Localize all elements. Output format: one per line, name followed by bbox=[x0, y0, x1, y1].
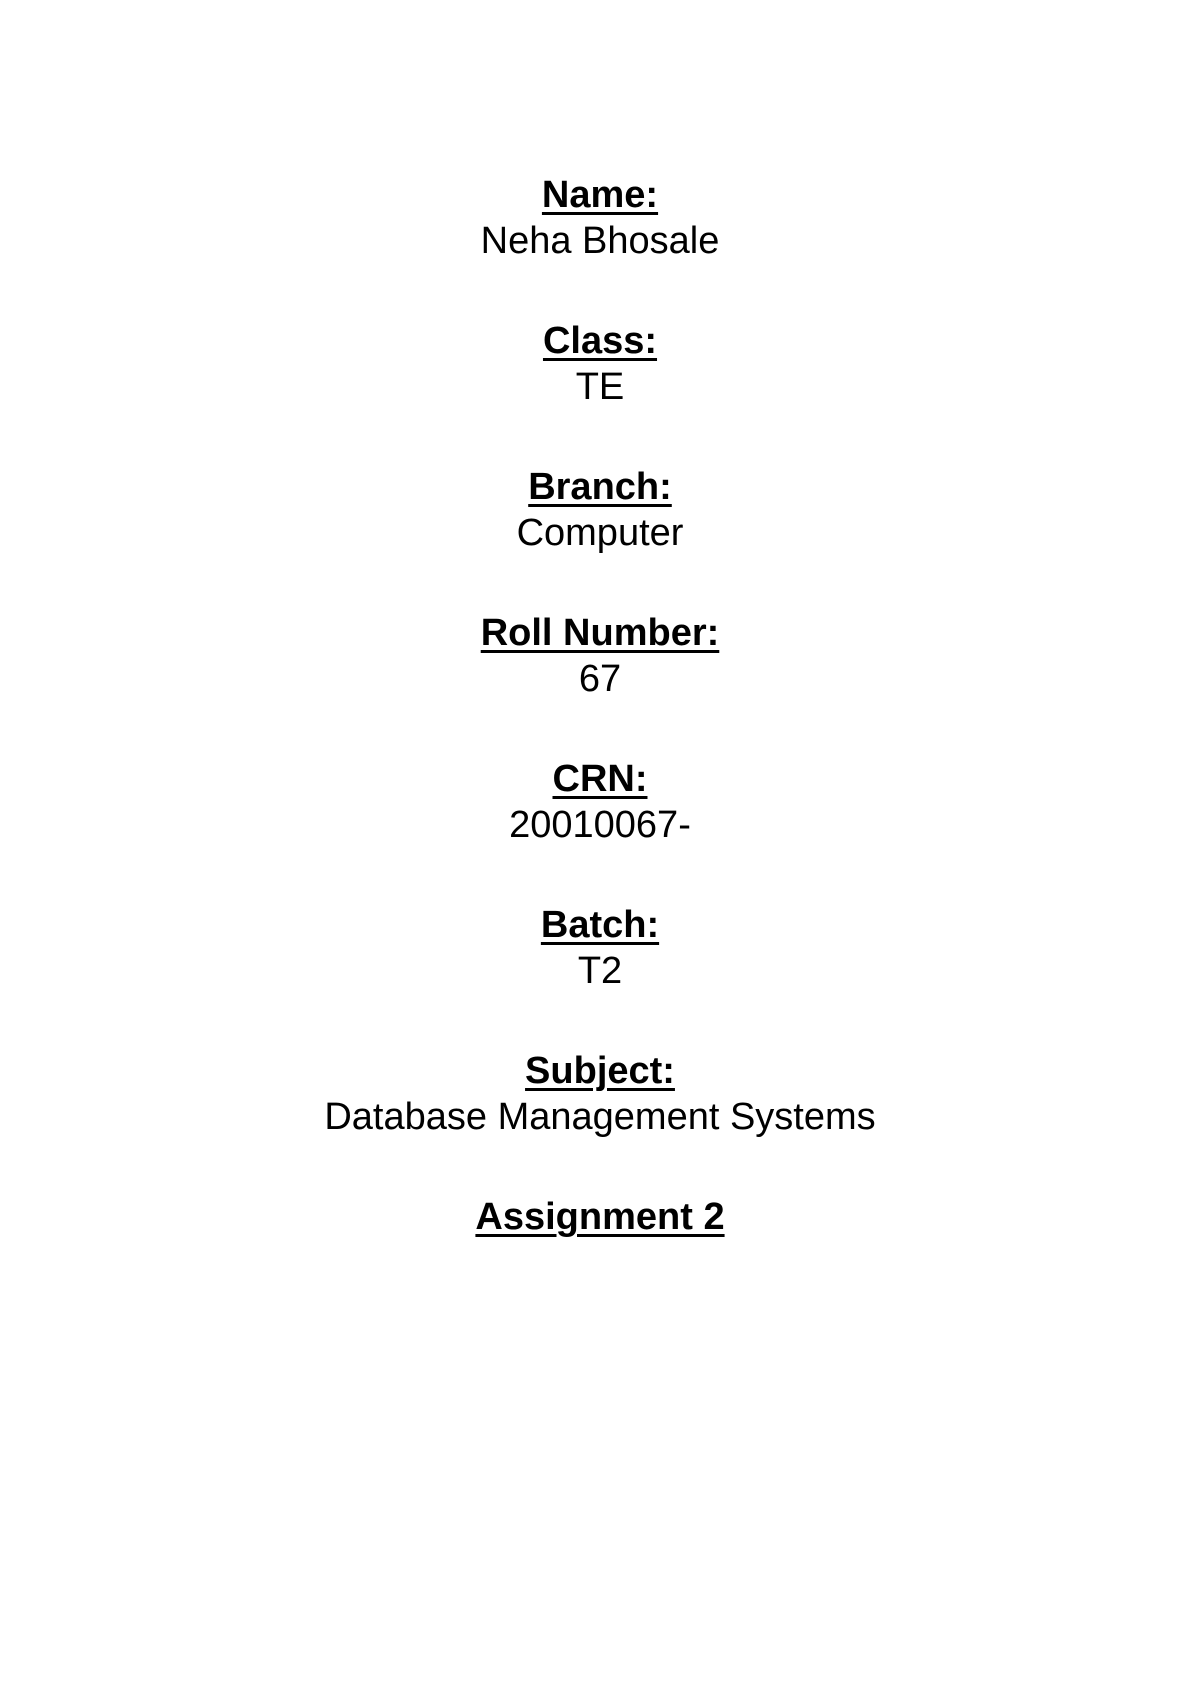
field-label-subject: Subject: bbox=[525, 1050, 675, 1092]
field-value-batch: T2 bbox=[577, 950, 623, 992]
field-label-roll-number: Roll Number: bbox=[480, 612, 720, 654]
field-value-branch: Computer bbox=[516, 512, 684, 554]
field-crn bbox=[0, 756, 1200, 848]
field-label-branch: Branch: bbox=[528, 466, 672, 508]
field-class bbox=[0, 318, 1200, 410]
field-value-crn: 20010067- bbox=[509, 804, 691, 846]
field-value-subject: Database Management Systems bbox=[324, 1096, 876, 1138]
assignment-title: Assignment 2 bbox=[475, 1196, 725, 1238]
field-subject bbox=[0, 1048, 1200, 1140]
field-value-class: TE bbox=[575, 366, 625, 408]
field-value-roll-number: 67 bbox=[578, 658, 622, 700]
field-label-batch: Batch: bbox=[540, 904, 660, 946]
field-name bbox=[0, 172, 1200, 264]
field-batch bbox=[0, 902, 1200, 994]
assignment-heading bbox=[0, 1194, 1200, 1240]
field-roll-number bbox=[0, 610, 1200, 702]
field-label-name: Name: bbox=[541, 174, 659, 216]
field-value-name: Neha Bhosale bbox=[480, 220, 720, 262]
field-label-class: Class: bbox=[542, 320, 658, 362]
field-branch bbox=[0, 464, 1200, 556]
field-label-crn: CRN: bbox=[552, 758, 648, 800]
